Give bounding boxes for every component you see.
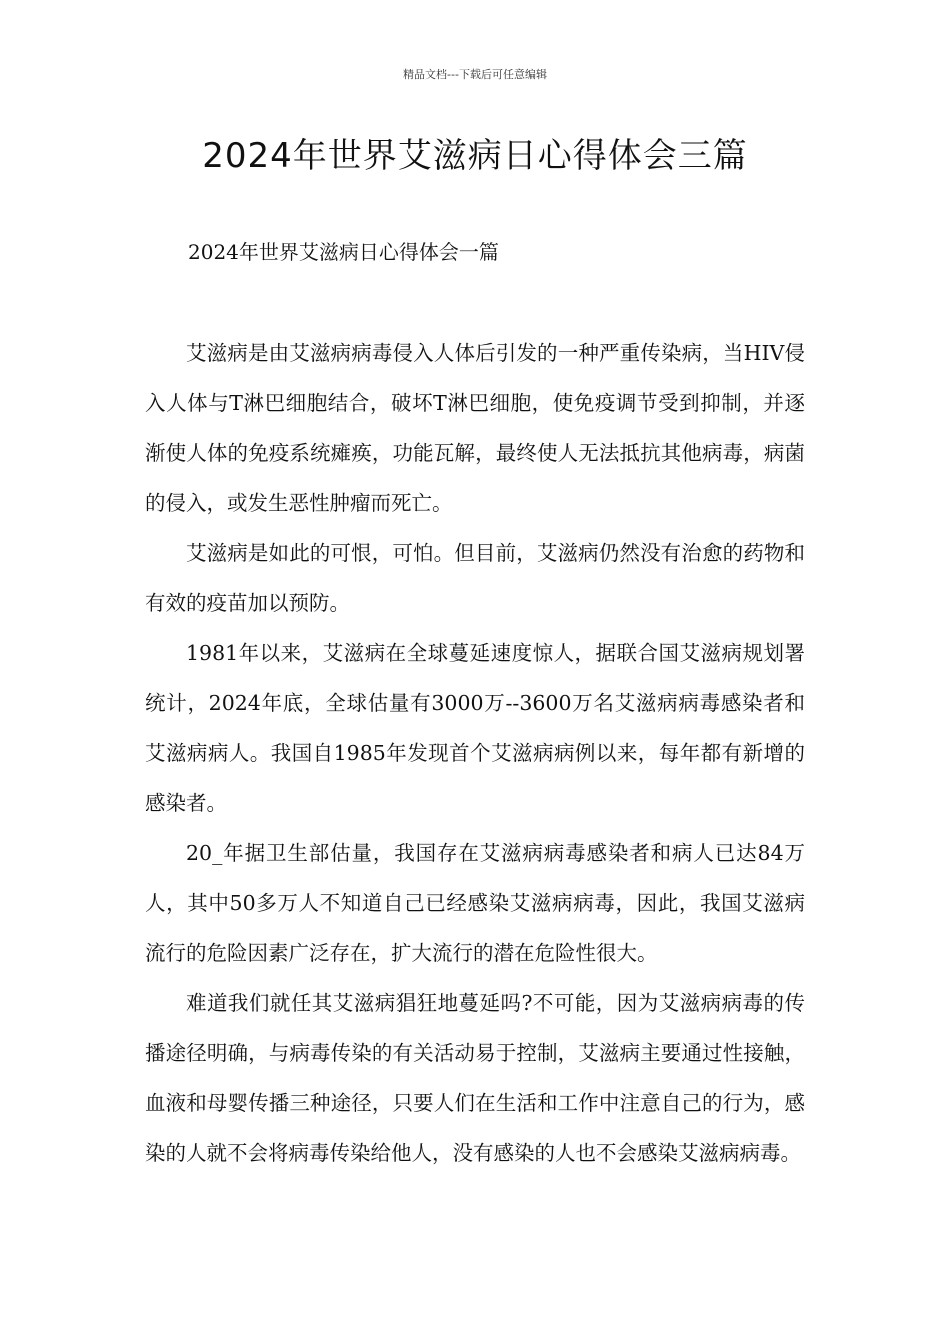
paragraph-2: 艾滋病是如此的可恨，可怕。但目前，艾滋病仍然没有治愈的药物和有效的疫苗加以预防。 [145, 541, 805, 615]
header-note: 精品文档---下载后可任意编辑 [403, 68, 547, 81]
document-title: 2024年世界艾滋病日心得体会三篇 [202, 136, 748, 176]
paragraph-4: 20_年据卫生部估量，我国存在艾滋病病毒感染者和病人已达84万人，其中50多万人不知道自己已经感染艾滋病病毒，因此，我国艾滋病流行的危险因素广泛存在，扩大流行的潜在危险性很大。 [145, 841, 805, 965]
body-text [145, 328, 805, 1178]
section-title: 2024年世界艾滋病日心得体会一篇 [188, 240, 499, 264]
paragraph-1: 艾滋病是由艾滋病病毒侵入人体后引发的一种严重传染病，当HIV侵入人体与T淋巴细胞结合，破坏T淋巴细胞，使免疫调节受到抑制，并逐渐使人体的免疫系统瘫痪，功能瓦解，最终使人无法抵抗其他病毒，病菌的侵入，或发生恶性肿瘤而死亡。 [145, 341, 805, 515]
paragraph-3: 1981年以来，艾滋病在全球蔓延速度惊人，据联合国艾滋病规划署统计，2024年底，全球估量有3000万--3600万名艾滋病病毒感染者和艾滋病病人。我国自1985年发现首个艾滋病病例以来，每年都有新增的感染者。 [145, 641, 805, 815]
paragraph-5: 难道我们就任其艾滋病猖狂地蔓延吗?不可能，因为艾滋病病毒的传播途径明确，与病毒传染的有关活动易于控制，艾滋病主要通过性接触，血液和母婴传播三种途径，只要人们在生活和工作中注意自己的行为，感染的人就不会将病毒传染给他人，没有感染的人也不会感染艾滋病病毒。 [145, 991, 805, 1165]
